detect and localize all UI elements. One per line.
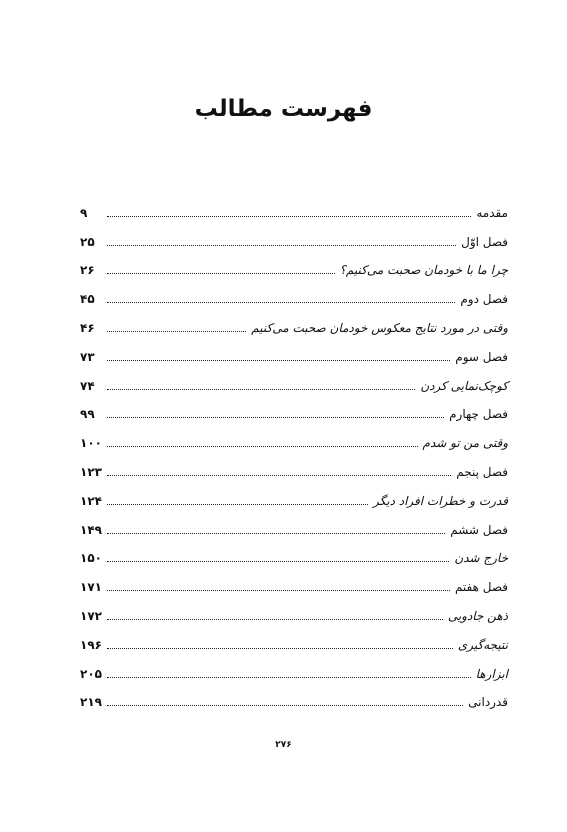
- dot-leader: [107, 416, 444, 418]
- toc-entry-page: ۹۹: [80, 407, 95, 422]
- toc-entry[interactable]: [80, 480, 508, 509]
- toc-entry[interactable]: [80, 566, 508, 595]
- toc-entry-page: ۴۶: [80, 320, 95, 335]
- toc-entry-page: ۱۲۴: [80, 493, 102, 508]
- toc-entry-title: فصل پنجم: [456, 464, 508, 479]
- toc-entry[interactable]: [80, 624, 508, 653]
- toc-entry[interactable]: [80, 451, 508, 480]
- toc-entry[interactable]: [80, 365, 508, 394]
- toc-entry[interactable]: [80, 307, 508, 336]
- dot-leader: [107, 330, 246, 332]
- toc-entry-page: ۱۷۲: [80, 608, 102, 623]
- toc-entry[interactable]: [80, 192, 508, 221]
- toc-entry-title: قدرت و خطرات افراد دیگر: [373, 493, 508, 508]
- toc-entry-page: ۲۰۵: [80, 666, 102, 681]
- dot-leader: [107, 676, 471, 678]
- dot-leader: [107, 647, 453, 649]
- toc-entry-page: ۱۲۳: [80, 464, 102, 479]
- toc-entry-title: فصل اوّل: [461, 234, 508, 249]
- dot-leader: [107, 474, 451, 476]
- toc-entry[interactable]: [80, 682, 508, 711]
- toc-entry-title: خارج شدن: [454, 551, 508, 566]
- toc-entry-title: چرا ما با خودمان صحبت می‌کنیم؟: [339, 263, 508, 278]
- dot-leader: [107, 215, 471, 217]
- toc-entry-page: ۲۵: [80, 234, 95, 249]
- toc-entry[interactable]: [80, 250, 508, 279]
- toc-entry[interactable]: [80, 653, 508, 682]
- toc-entry[interactable]: [80, 278, 508, 307]
- dot-leader: [107, 301, 455, 303]
- toc-entry-page: ۹: [80, 205, 88, 220]
- page-title: فهرست مطالب: [194, 96, 373, 122]
- toc-entry-title: فصل دوم: [460, 292, 508, 307]
- toc-entry-page: ۱۹۶: [80, 637, 102, 652]
- toc-entry-title: ذهن جادویی: [447, 608, 508, 623]
- toc-entry[interactable]: [80, 422, 508, 451]
- toc-entry[interactable]: [80, 221, 508, 250]
- toc-entry-page: ۴۵: [80, 292, 95, 307]
- toc-entry-title: فصل هفتم: [454, 580, 508, 595]
- toc-entry-page: ۲۱۹: [80, 695, 102, 710]
- toc-entry[interactable]: [80, 394, 508, 423]
- toc-entry[interactable]: [80, 595, 508, 624]
- toc-entry-page: ۱۷۱: [80, 580, 102, 595]
- toc-entry[interactable]: [80, 336, 508, 365]
- dot-leader: [107, 704, 463, 706]
- dot-leader: [107, 244, 456, 246]
- dot-leader: [107, 589, 450, 591]
- toc-entry-page: ۱۵۰: [80, 551, 102, 566]
- toc-entry[interactable]: [80, 538, 508, 567]
- page-number: ۲۷۶: [275, 740, 292, 750]
- dot-leader: [107, 272, 335, 274]
- toc-entry-page: ۱۴۹: [80, 522, 102, 537]
- toc-entry-title: کوچک‌نمایی کردن: [420, 378, 508, 393]
- dot-leader: [107, 532, 445, 534]
- toc-entry-page: ۷۴: [80, 378, 95, 393]
- toc-entry-title: ابزارها: [475, 666, 508, 681]
- table-of-contents: [80, 192, 508, 710]
- toc-entry-title: وقتی من تو شدم: [422, 436, 508, 451]
- dot-leader: [107, 388, 415, 390]
- toc-entry-title: فصل سوم: [455, 349, 508, 364]
- toc-entry-title: قدردانی: [468, 695, 508, 710]
- toc-entry-title: مقدمه: [476, 205, 508, 220]
- toc-entry-title: وقتی در مورد نتایج معکوس خودمان صحبت می‌کنیم: [251, 320, 508, 335]
- toc-entry-page: ۱۰۰: [80, 436, 102, 451]
- dot-leader: [107, 503, 368, 505]
- dot-leader: [107, 445, 418, 447]
- toc-entry[interactable]: [80, 509, 508, 538]
- toc-entry-title: فصل ششم: [450, 522, 508, 537]
- dot-leader: [107, 560, 449, 562]
- toc-entry-title: نتیجه‌گیری: [457, 637, 508, 652]
- toc-entry-title: فصل چهارم: [449, 407, 508, 422]
- dot-leader: [107, 618, 443, 620]
- toc-entry-page: ۲۶: [80, 263, 95, 278]
- dot-leader: [107, 359, 450, 361]
- toc-entry-page: ۷۳: [80, 349, 95, 364]
